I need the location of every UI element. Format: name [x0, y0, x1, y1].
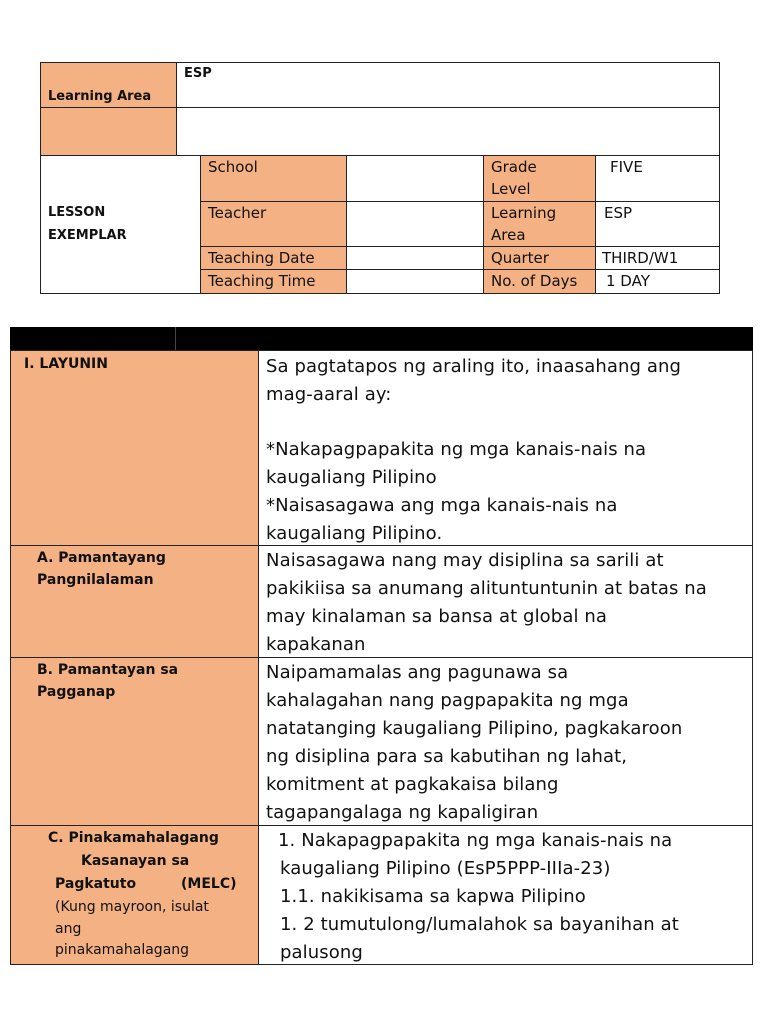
school-label-cell: [200, 155, 347, 202]
melc-content-cell: [258, 825, 753, 965]
layunin-line2: mag-aaral ay:: [266, 384, 392, 405]
quarter-label: Quarter: [491, 249, 549, 267]
layunin-line1: Sa pagtatapos ng araling ito, inaasahang ang: [266, 356, 681, 377]
pangnilalaman-line1: Naisasagawa nang may disiplina sa sarili at: [266, 550, 664, 571]
pagganap-line4: ng disiplina para sa kabutihan ng lahat,: [266, 746, 628, 767]
grade-level-value: FIVE: [610, 158, 643, 176]
melc-label-line2: Kasanayan sa: [81, 853, 190, 869]
pagganap-line6: tagapangalaga ng kapaligiran: [266, 802, 539, 823]
learning-area-label-cell: [40, 62, 177, 108]
learning-area-label: Learning Area: [48, 89, 152, 104]
teacher-label-cell: [200, 201, 347, 247]
pagganap-line3: natatanging kaugaliang Pilipino, pagkakaroon: [266, 718, 683, 739]
pangnilalaman-label-line2: Pangnilalaman: [37, 572, 154, 588]
table-header-divider: [175, 327, 176, 351]
learning-area-value: ESP: [184, 66, 212, 81]
pagganap-label-cell: [10, 657, 259, 826]
grade-level-value-cell: [595, 155, 720, 202]
school-value-cell: [346, 155, 484, 202]
melc-label-line1: C. Pinakamahalagang: [48, 830, 219, 846]
pagganap-line5: komitment at pagkakaisa bilang: [266, 774, 559, 795]
grade-level-label-cell: [483, 155, 596, 202]
melc-label-line3b: (MELC): [181, 876, 237, 892]
learning-area2-line1: Learning: [491, 204, 557, 222]
layunin-line4: kaugaliang Pilipino: [266, 467, 437, 488]
teaching-date-label-cell: [200, 246, 347, 270]
layunin-content-cell: [258, 350, 753, 546]
lesson-exemplar-line2: EXEMPLAR: [48, 228, 127, 243]
teaching-date-label: Teaching Date: [208, 249, 315, 267]
melc-line3: 1.1. nakikisama sa kapwa Pilipino: [280, 886, 586, 907]
teaching-time-label: Teaching Time: [208, 272, 316, 290]
pangnilalaman-line2: pakikiisa sa anumang alituntuntunin at batas na: [266, 578, 707, 599]
teaching-time-value-cell: [346, 269, 484, 294]
learning-area2-value: ESP: [604, 204, 633, 222]
learning-area2-value-cell: [595, 201, 720, 247]
melc-line1: 1. Nakapagpapakita ng mga kanais-nais na: [278, 830, 673, 851]
melc-label-line3a: Pagkatuto: [55, 876, 137, 892]
melc-line2: kaugaliang Pilipino (EsP5PPP-IIIa-23): [280, 858, 611, 879]
teacher-value-cell: [346, 201, 484, 247]
learning-area2-label-cell: [483, 201, 596, 247]
table-header-bar: [10, 327, 753, 351]
lesson-exemplar-cell: [40, 155, 201, 294]
days-value: 1 DAY: [606, 272, 650, 290]
quarter-value-cell: [595, 246, 720, 270]
melc-label-cell: [10, 825, 259, 965]
grade-level-line2: Level: [491, 180, 531, 198]
melc-line5: palusong: [280, 942, 363, 963]
pagganap-label-line2: Pagganap: [37, 684, 116, 700]
pangnilalaman-line3: may kinalaman sa bansa at global na: [266, 606, 608, 627]
learning-area-value-cell: [176, 62, 720, 108]
pagganap-label-line1: B. Pamantayan sa: [37, 662, 179, 678]
layunin-line6: kaugaliang Pilipino.: [266, 523, 443, 544]
pangnilalaman-label-line1: A. Pamantayang: [37, 550, 166, 566]
days-label-cell: [483, 269, 596, 294]
grade-level-line1: Grade: [491, 158, 537, 176]
quarter-label-cell: [483, 246, 596, 270]
pangnilalaman-label-cell: [10, 545, 259, 658]
blank-orange-cell: [40, 107, 177, 156]
pagganap-line1: Naipamamalas ang pagunawa sa: [266, 662, 569, 683]
teacher-label: Teacher: [208, 204, 267, 222]
layunin-label-cell: [10, 350, 259, 546]
pagganap-content-cell: [258, 657, 753, 826]
melc-note-line2: ang: [55, 921, 82, 937]
days-label: No. of Days: [491, 272, 578, 290]
teaching-time-label-cell: [200, 269, 347, 294]
layunin-label: I. LAYUNIN: [24, 356, 108, 372]
melc-note-line1: (Kung mayroon, isulat: [55, 899, 209, 915]
layunin-line5: *Naisasagawa ang mga kanais-nais na: [266, 495, 618, 516]
pangnilalaman-line4: kapakanan: [266, 634, 366, 655]
pangnilalaman-content-cell: [258, 545, 753, 658]
days-value-cell: [595, 269, 720, 294]
melc-line4: 1. 2 tumutulong/lumalahok sa bayanihan at: [280, 914, 679, 935]
lesson-exemplar-line1: LESSON: [48, 205, 106, 220]
quarter-value: THIRD/W1: [602, 249, 679, 267]
school-label: School: [208, 158, 258, 176]
blank-value-cell: [176, 107, 720, 156]
teaching-date-value-cell: [346, 246, 484, 270]
learning-area2-line2: Area: [491, 226, 526, 244]
pagganap-line2: kahalagahan nang pagpapakita ng mga: [266, 690, 629, 711]
melc-note-line3: pinakamahalagang: [55, 942, 190, 958]
layunin-line3: *Nakapagpapakita ng mga kanais-nais na: [266, 439, 647, 460]
